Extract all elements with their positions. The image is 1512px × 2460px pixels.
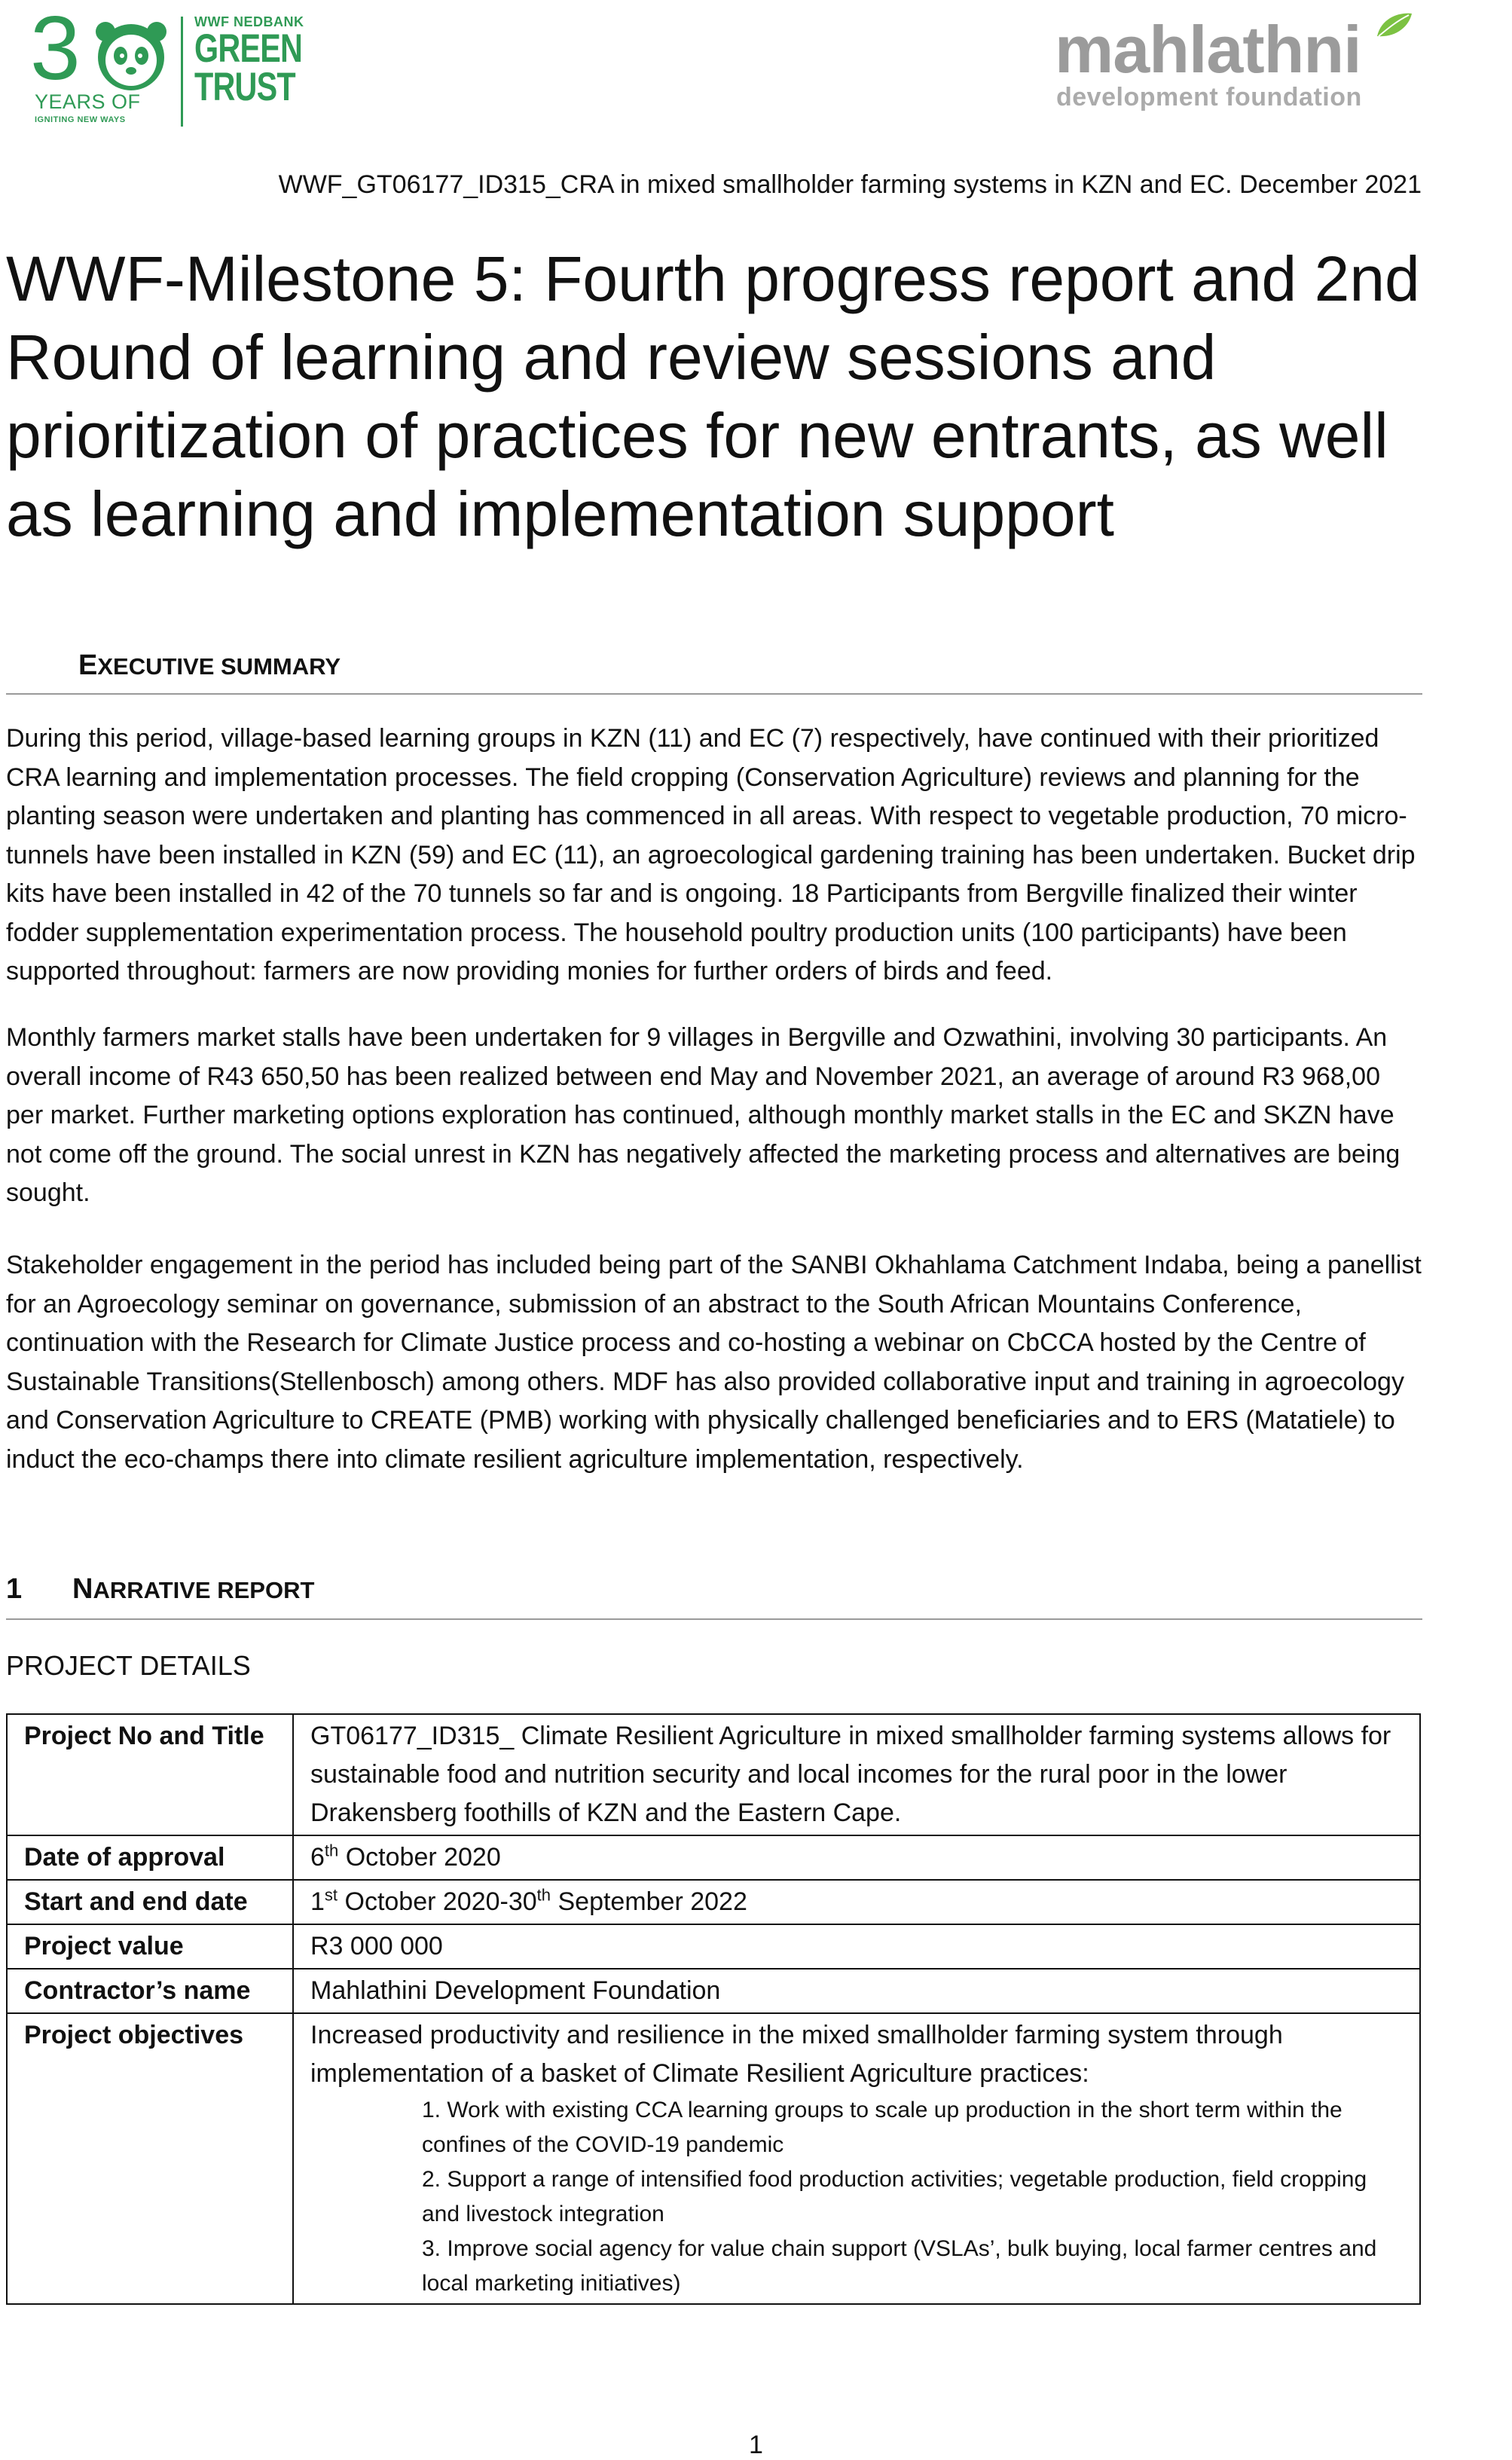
mahlathini-wordmark [1055,12,1361,87]
table-row [7,1924,1420,1969]
row-label: Start and end date [7,1880,293,1924]
wwf-nedbank-green-trust-logo [30,0,304,127]
row-label: Project objectives [7,2013,293,2304]
approval-day: 6 [310,1843,325,1872]
row-label: Project No and Title [7,1714,293,1835]
section-number: 1 [6,1573,23,1605]
executive-summary-heading [6,649,1422,695]
thirty-digit: 3 [30,0,78,99]
heading-initial: E [78,649,98,681]
mahlathini-name-end: ni [1303,12,1361,87]
row-label: Contractor’s name [7,1969,293,2013]
table-row [7,1969,1420,2013]
igniting-new-ways-text: IGNITING NEW WAYS [35,115,126,124]
project-details-table [6,1713,1421,2305]
mahlathini-name: mahlath [1055,12,1304,87]
green-text: GREEN [194,26,303,71]
mahlathini-logo [1055,12,1446,115]
end-rest: September 2022 [551,1887,747,1916]
row-label: Date of approval [7,1835,293,1880]
ordinal-suffix: th [536,1885,551,1905]
heading-rest: XECUTIVE SUMMARY [97,653,341,680]
document-title: WWF-Milestone 5: Fourth progress report and 2nd Round of learning and review sessions and prioritization of practices for new entrants, as well as learning and implementation support [6,243,1420,549]
page-number: 1 [749,2431,763,2459]
table-row [7,1714,1420,1835]
trust-text: TRUST [194,65,295,110]
start-rest: October 2020-30 [338,1887,537,1916]
wwf-nedbank-text: WWF NEDBANK [194,14,304,29]
logo-divider [181,17,183,127]
row-value: R3 000 000 [293,1924,1420,1969]
list-item: 2. Support a range of intensified food production activities; vegetable production, field cropping and livestock integration [422,2167,1367,2226]
table-row [7,1835,1420,1880]
panda-icon [89,18,173,93]
row-value: GT06177_ID315_ Climate Resilient Agriculture in mixed smallholder farming systems allows for sustainable food and nutrition security and local incomes for the rural poor in the lower Drakensberg foothills of KZN and the Eastern Cape. [293,1714,1420,1835]
summary-paragraph: Monthly farmers market stalls have been undertaken for 9 villages in Bergville and Ozwathini, involving 30 participants. An overall income of R43 650,50 has been realized between end May and November 2021, an average of around R3 968,00 per market. Further marketing options exploration has continued, although monthly market stalls in the EC and SKZN have not come off the ground. The social unrest in KZN has negatively affected the marketing process and alternatives are being sought. [6,1023,1401,1207]
development-foundation-text: development foundation [1056,83,1362,112]
list-item: 3. Improve social agency for value chain support (VSLAs’, bulk buying, local farmer centres and local marketing initiatives) [422,2236,1377,2296]
list-item: 1. Work with existing CCA learning groups to scale up production in the short term within the confines of the COVID-19 pandemic [422,2098,1342,2157]
leaf-icon [1374,11,1413,41]
heading-rest: ARRATIVE REPORT [93,1577,315,1603]
narrative-report-heading [6,1573,1422,1620]
table-row [7,1880,1420,1924]
start-day: 1 [310,1887,325,1916]
row-value [293,1880,1420,1924]
approval-rest: October 2020 [338,1843,501,1872]
summary-paragraph: During this period, village-based learning groups in KZN (11) and EC (7) respectively, have continued with their prioritized CRA learning and implementation processes. The field cropping (Conservation Agriculture) reviews and planning for the planting season were undertaken and planting has commenced in all areas. With respect to vegetable production, 70 micro-tunnels have been installed in KZN (59) and EC (11), an agroecological gardening training has been undertaken. Bucket drip kits have been installed in 42 of the 70 tunnels so far and is ongoing. 18 Participants from Bergville finalized their winter fodder supplementation experimentation process. The household poultry production units (100 participants) have been supported throughout: farmers are now providing monies for further orders of birds and feed. [6,724,1416,986]
table-row [7,2013,1420,2304]
row-value: Mahlathini Development Foundation [293,1969,1420,2013]
ordinal-suffix: st [324,1885,338,1905]
summary-paragraph: Stakeholder engagement in the period has included being part of the SANBI Okhahlama Catchment Indaba, being a panellist for an Agroecology seminar on governance, submission of an abstract to the South African Mountains Conference, continuation with the Research for Climate Justice process and co-hosting a webinar on CbCCA hosted by the Centre of Sustainable Transitions(Stellenbosch) among others. MDF has also provided collaborative input and training in agroecology and Conservation Agriculture to CREATE (PMB) working with physically challenged beneficiaries and to ERS (Matatiele) to induct the eco-champs there into climate resilient agriculture implementation, respectively. [6,1251,1422,1474]
objectives-intro: Increased productivity and resilience in the mixed smallholder farming system through implementation of a basket of Climate Resilient Agriculture practices: [310,2021,1283,2088]
ordinal-suffix: th [324,1841,339,1860]
row-value [293,1835,1420,1880]
row-label: Project value [7,1924,293,1969]
heading-initial: N [72,1573,93,1605]
project-details-label: PROJECT DETAILS [6,1650,251,1681]
years-of-text: YEARS OF [35,90,141,113]
running-header: WWF_GT06177_ID315_CRA in mixed smallholder farming systems in KZN and EC. December 2021 [278,170,1422,199]
thirty-years-logo [30,0,181,127]
objectives-list [310,2093,1409,2301]
row-value [293,2013,1420,2304]
green-trust-wordmark [194,14,332,110]
